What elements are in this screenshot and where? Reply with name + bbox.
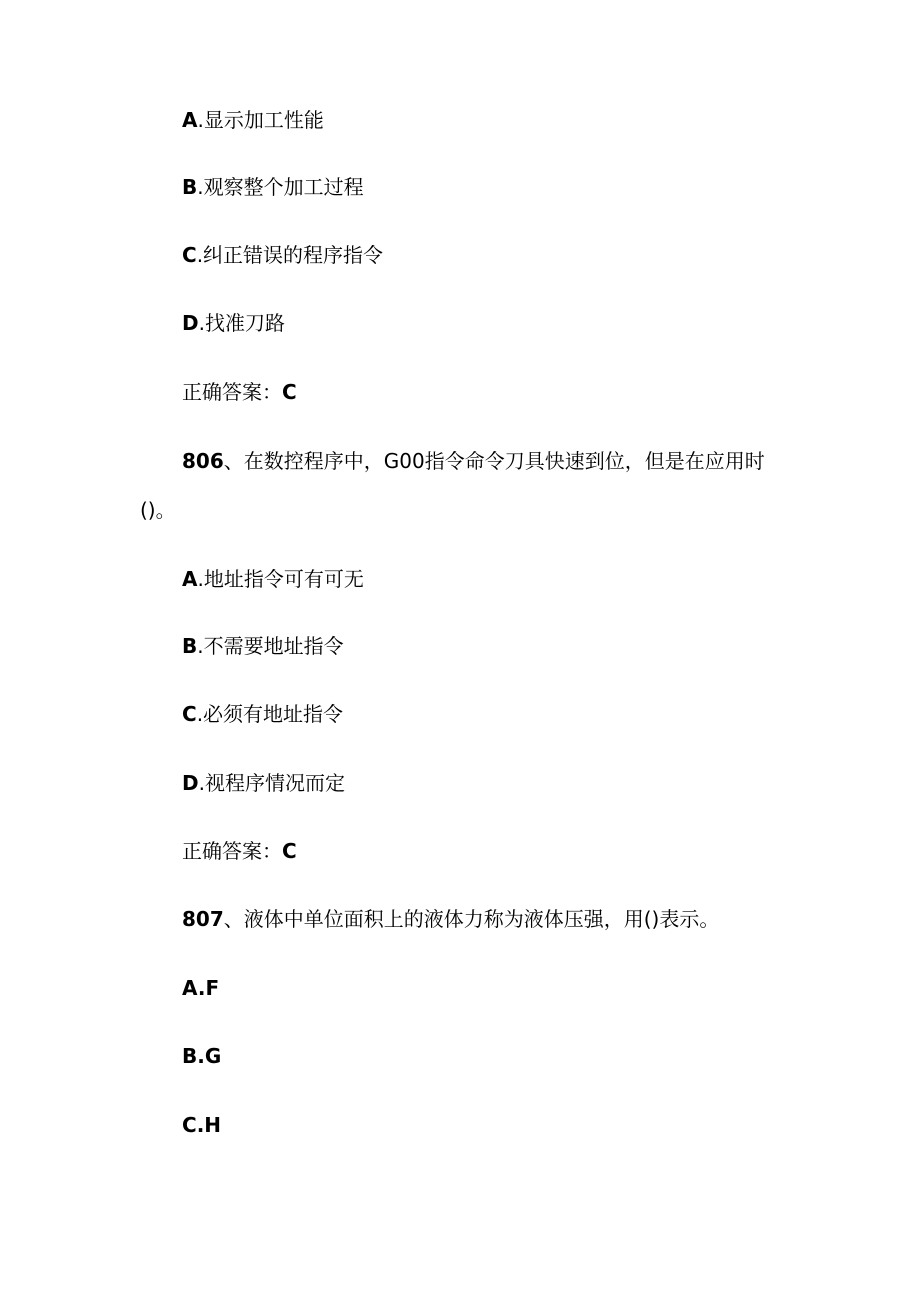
option-a (182, 975, 219, 1001)
question-text-line2: ()。 (140, 498, 176, 522)
option-b (182, 633, 344, 659)
option-text: .地址指令可有可无 (197, 567, 364, 591)
option-a (182, 566, 364, 592)
question-806-continuation (140, 497, 176, 523)
option-text: .F (197, 976, 220, 1000)
option-b (182, 174, 364, 200)
question-number: 806 (182, 449, 224, 473)
option-label: C (182, 702, 197, 726)
option-label: A (182, 108, 198, 132)
answer-805 (182, 379, 297, 405)
answer-value: C (282, 839, 297, 863)
answer-prefix: 正确答案： (182, 839, 282, 863)
option-c (182, 701, 343, 727)
option-label: A (182, 567, 198, 591)
option-label: B (182, 1044, 198, 1068)
option-text: .H (196, 1113, 222, 1137)
option-b (182, 1043, 221, 1069)
question-number: 807 (182, 907, 224, 931)
option-text: .G (197, 1044, 222, 1068)
option-text: .显示加工性能 (197, 108, 324, 132)
option-text: .纠正错误的程序指令 (196, 243, 384, 267)
option-text: .观察整个加工过程 (197, 175, 364, 199)
option-text: .不需要地址指令 (197, 634, 344, 658)
option-d (182, 770, 345, 796)
option-label: B (182, 175, 198, 199)
answer-value: C (282, 380, 297, 404)
option-text: .必须有地址指令 (196, 702, 344, 726)
option-a (182, 107, 324, 133)
answer-prefix: 正确答案： (182, 380, 282, 404)
option-d (182, 310, 285, 336)
option-c (182, 1112, 221, 1138)
question-807 (182, 906, 719, 932)
option-text: .视程序情况而定 (198, 771, 345, 795)
question-806 (182, 448, 765, 474)
option-label: D (182, 311, 199, 335)
answer-806 (182, 838, 297, 864)
option-label: D (182, 771, 199, 795)
option-label: C (182, 1113, 197, 1137)
question-text: 、在数控程序中，G00指令命令刀具快速到位，但是在应用时 (223, 449, 765, 473)
option-label: B (182, 634, 198, 658)
option-label: C (182, 243, 197, 267)
option-c (182, 242, 383, 268)
option-text: .找准刀路 (198, 311, 285, 335)
option-label: A (182, 976, 198, 1000)
question-text: 、液体中单位面积上的液体力称为液体压强，用()表示。 (223, 907, 720, 931)
